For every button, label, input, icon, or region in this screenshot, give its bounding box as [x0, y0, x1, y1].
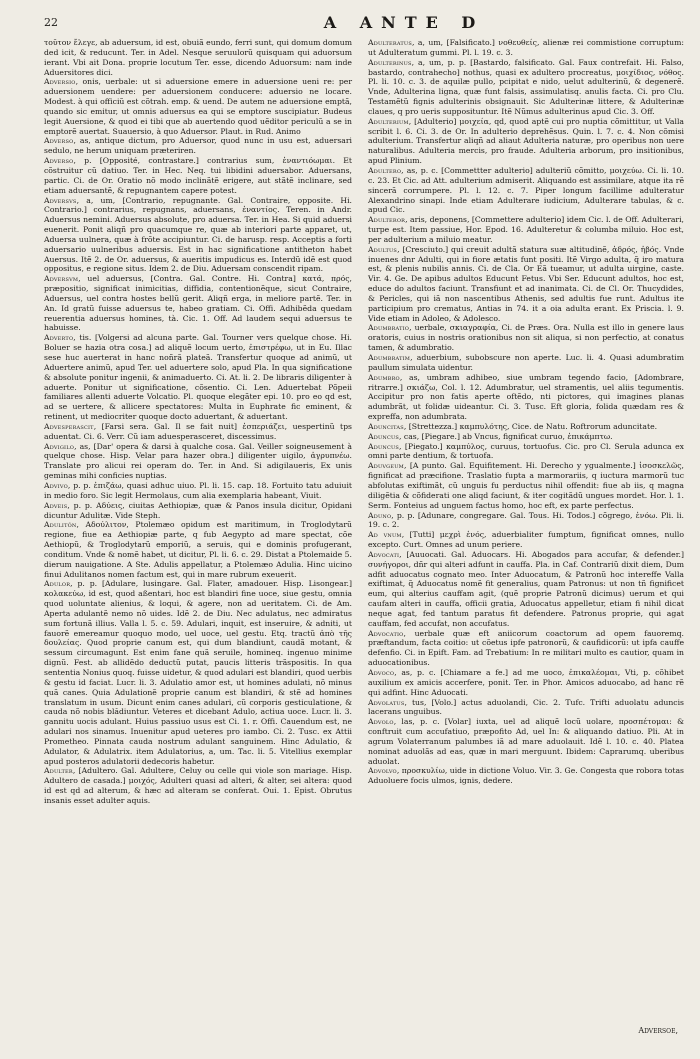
catchword: Adversoe, [638, 1026, 678, 1035]
dictionary-entry [44, 422, 352, 442]
entry-text: , as, antique dictum, pro Aduersor, quod nunc in usu est, aduersari sedulo, ne herum uniquam præteriren. [44, 136, 352, 156]
entry-headword: Adumbratio [368, 323, 410, 333]
entry-text: , Αδούλιτον, Ptolemæo opidum est maritimum, in Troglodytarũ regione, fiue ea Aethiopiæ parte, q fub Aegypto ad mare spectat, cõe Aethiopũ, & Troglodytarũ emporiũ, a seruis, qui e dominis profugerant, conditum. Vnde & nomẽ habet, ut dicitur, Pl. li. 6. c. 29. Distat a Ptolemaide 5. dierum nauigatione. A Ste. Adulis appellatur, a Ptolemæo Adulia. Hinc uicino finui Adulitanos nomen factum est, qui in mare rubrum exeuerit. [44, 520, 352, 579]
dictionary-entry [368, 245, 684, 324]
entry-headword: Aduncus [368, 431, 400, 441]
running-head: A ANTE D [323, 13, 485, 32]
entry-text: , [Cresciuto.] qui creuit adultã statura suæ altitudinẽ, ἀδρός, ἠβός. Vnde inuenes dnr Adulti, qui in fiore ætatis funt positi. Itẽ Virgo adulta, q̃ iro matura est, & plenis nubilis annis. Ci. de Cla. Or Eã tueamur, ut adulta uirgine, caste. Vir. 4. Ge. De apibus adultos Educunt Fetus. Vbi Ser. Educunt adultos, hoc est, educe do adultos faciunt. Transfiunt et ad inanimata. Ci. de Cl. Or. Thucydides, & Pericles, qui iã non nascentibus Athenis, sed adultis fue runt. Adultus ite participium pro crematus, Antias in 74. it a oia adulta erant. Ex Priscia. l. 9. Vide etiam in Adoleo, & Adolesco. [368, 244, 684, 323]
entry-text: τοῦτον ἔλεγε, ab aduersum, id est, obuiã eundo, ferri sunt, qui domum domum ded icit, & reducunt. Ter. in Adel. Nesque seruulorũ quisquam qui aduorsum ierant. Vbi ait Dona. proprie locutum Ter. esse, dicendo Aduorsum: nam inde Aduersitores dici. [44, 38, 352, 77]
entry-text: , p. p. Αδύεις, ciuitas Aethiopiæ, quæ & Panos insula dicitur, Opidani dicuntur Adulitæ. Vide Steph. [44, 500, 352, 520]
entry-headword: Aduvgeum [368, 461, 404, 471]
dictionary-entry [368, 38, 684, 58]
entry-headword: Adulter [44, 766, 73, 776]
dictionary-entry [44, 333, 352, 422]
dictionary-entry [368, 323, 684, 353]
entry-text: , cas, [Piegare.] ab Vncus, fignificat curuo, ἐπικάμπτω. [399, 431, 613, 441]
entry-text: , [Piegato.] καμπύλος, curuus, tortuofus. Cic. pro Cl. Serula adunca ex omni parte dentium, & tortuofa. [368, 441, 684, 461]
entry-text: , a, um, [Contrario, repugnante. Gal. Contraire, opposite. Hi. Contrario.] contrarius, repugnans, aduersans, ἐναντίος. Teren. in Andr. Aduersus nemini. Aduersus absolute, pro aduersa. Ter. in Hea. Si quid aduersi euenerit. Ponit aliqñ pro quacumque re, quæ ab interiori parte apparet, ut, Aduersa uulnera, quæ à frõte accipiuntur. Ci. de harusp. resp. Acceptis a forti aduersario uulneribus aduersis. Est in hac significatione antitheton habet Auersus. Itẽ 2. de Or. aduersus, & aueritis impudicus es. Interdũ idẽ est quod oppositus, e regione situs. Idem 2. de Diu. Aduersam conscendit ripam. [44, 195, 352, 274]
dictionary-entry [368, 530, 684, 550]
left-column [44, 38, 352, 806]
entry-headword: Adumbratim [368, 353, 411, 362]
entry-headword: Adultero [368, 165, 402, 175]
entry-headword: Adulteror [368, 215, 406, 225]
entry-text: , uerbale, σκιαγραφία, Ci. de Præs. Ora. Nulla est illo in genere laus oratoris, cuius in nostris orationibus non sit aliqua, si non perfectio, at conatus tamen, & adumbratio. [368, 323, 684, 353]
dictionary-entry [368, 215, 684, 245]
entry-text: , as, p. c. [Chiamare a fe.] ad me uoco, ἐπικαλέομαι, Vti, p. cõhibet auxilium ex amicis accerfere, ponit. Ter. in Phor. Amicos aduocabo, ad hanc rẽ qui adfint. Hinc Aduocati. [368, 668, 684, 697]
dictionary-entry [44, 501, 352, 521]
entry-text: , las, p. c. [Volar] iuxta, uel ad aliquẽ locũ uolare, προσπέτομαι: & conftruit cum accufatiuo, præpofito Ad, uel In: & aliquando datiuo. Pli. At in agrum Volaterranum palumbes iã ad mare aduolauit. Idẽ l. 10. c. 40. Platea nominat aduolãs ad eas, quæ in mari merguunt. Ibidem: Caprarumq. uberibus aduolat. [368, 717, 684, 766]
dictionary-entry [368, 511, 684, 531]
entry-headword: Advolo [368, 717, 394, 727]
entry-text: , p. p. [Adulare, lusingare. Gal. Flater, amadouer. Hisp. Lisongear.] κολακεύω, id est, quod aßentari, hoc est blandiri fine uoce, siue gestu, omnia quod uoluntate alienius, & loqui, & agere, non ad ueritatem. Ci. de Am. Aperta adulantẽ nemo nõ uides. Idẽ 2. de Diu. Nec adulatus, nec admiratus sum fortunã illius. Valla l. 5. c. 59. Adulari, inquit, est inseruire, & adniti, ut fauorẽ emereamur quoquo modo, uel uoce, uel gestu. Etq. tractũ ἀπὸ τῆς δουλείας. Quod proprie canum est, qui dum blandiunt, caudã motant, & sessum circumagunt. Est enim fane quã seruile, homineq. ingenuo minime dignũ. Fest. ab allidẽdo deductũ putat, paucis litteris trãspositis. In qua sententia Nonius quoq. fuisse uidetur, & quod adulari est blandiri, quod uerbis & gestu id faciat. Lucr. li. 3. Adulatio amor est, ut homines adulati, nõ minus quã canes. Quia Adulationẽ proprie canum est blandiri, & stẽ ad homines translatum in usum. Dicunt enim canes adulari, cũ corporis gesticulatione, & cauda nõ nobis blădiuntur. Veteres et dicebant Adulo, actiua uoce. Lucr. li. 3. gannitu uocis adulant. Huius passiuo usus est Ci. 1. r. Offi. Cauendum est, ne adulari nos sinamus. Inuenitur apud ueteres pro iambo. Ci. 2. Tusc. ex Attii Prometheo. Pinnata cauda nostrum adulant sanguinem. Hinc Adulatio, & Adulator, & Adulatrix. item Adulatorius, a, um. Tac. li. 5. Vitellius exemplar apud posteros adulatorii dedecoris habetur. [44, 579, 352, 766]
dictionary-entry [44, 38, 352, 77]
two-column-body [44, 38, 684, 806]
dictionary-entry [368, 353, 684, 373]
entry-headword: Aduno [368, 510, 392, 520]
entry-headword: Advesperascit [44, 421, 94, 431]
entry-headword: Adveis [44, 500, 68, 510]
entry-text: , προσκυλίω, uide in dictione Voluo. Vir. 3. Ge. Congesta que robora totas Aduoluere focis ulmos, ignis, dedere. [368, 766, 684, 786]
entry-text: , [Adultero. Gal. Adultere, Celuy ou celle qui viole son mariage. Hisp. Adultero de casada.] μοιχός, Adulteri quasi ad alteri, & alter, sei altera: quod id est qd ad alterum, & hæc ad alteram se conferat. Oui. 1. Epist. Obrutus insanis esset adulter aquis. [44, 766, 352, 805]
dictionary-entry [44, 156, 352, 195]
entry-headword: Adverso [44, 156, 74, 166]
entry-headword: Advocatio [368, 628, 404, 638]
entry-text: , [Adulterio] μοιχεία, qd, quod aptẽ cui pro nuptia cõmittitur, ut Valla scribit l. 6. Ci. 3. de Or. In adulterio deprehẽsus. Quin. l. 7. c. 4. Non cõmisi adulterium. Transfertur aliqñ ad aliaut Adulteria naturæ, pro operibus non uere naturalibus. Adulteria mercis, pro fraude. Adulteria arborum, pro insitionibus, apud Plinium. [368, 116, 684, 166]
entry-headword: Adulterinus [368, 57, 412, 67]
entry-text: , as, p. c. [Commettter adulterio] adulteriũ cõmitto, μοιχεύω. Ci. li. 10. c. 23. Et Cic. ad Att. adulterium admiserit. Aliquando est assimilare, atque ita rẽ sincerã corrumpere. Pl. l. 12. c. 7. Piper longum facillime adulteratur Alexandrino sinapi. Inde etiam Adulterare iudicium, Adulterare tabulas, & c. apud Cic. [368, 165, 684, 215]
dictionary-entry [368, 698, 684, 718]
entry-headword: Adulterium [368, 116, 409, 126]
dictionary-entry [368, 117, 684, 166]
dictionary-entry [44, 579, 352, 766]
entry-headword: Adultus [368, 244, 398, 254]
entry-headword: Adumbro [368, 372, 400, 382]
right-column [368, 38, 684, 806]
entry-text: , as, [Dar' opera & darsi à qualche cosa. Gal. Veiller soigneusement à quelque chose. Hisp. Velar para hazer obra.] diligenter uigilo, ἀγρυπνέω. Translate pro alicui rei operam do. Ter. in And. Si adigilaueris, Ex unis geminas mihi conficies nuptias. [44, 441, 352, 481]
dictionary-entry [44, 274, 352, 333]
entry-headword: Aduncitas [368, 421, 404, 431]
page-number: 22 [44, 16, 58, 29]
entry-text: , [Farsi sera. Gal. Il se fait nuit] ἐσπεριάζει, uespertinũ tps aduentat. Ci. 6. Verr. Cũ iam aduesperasceret, discessimus. [44, 421, 352, 441]
entry-text: , [A punto. Gal. Equifitement. Hi. Derecho y ygualmente.] ἰσοσκελῶς, fignificat ad præcifione. Traslatio fupta a marmorariis, q iuctura marmorũ tuc abfolutas exiftimãt, cũ unguis fu perductus nihil offendit: fiue ab iis, q magna diligẽtia & cõfiderati one aliqd faciunt, & iter cogitãdũ ungues mordet. Hor. l. 1. Serm. Fonteius ad unguem factus homo, hoc eft, ex parte perfectus. [368, 461, 684, 510]
dictionary-entry [368, 422, 684, 432]
entry-text: , a, um, p. p. [Bastardo, falsificato. Gal. Faux contrefait. Hi. Falso, bastardo, contrahecho] nothus, quasi ex adultero procreatus, μοιχίδιος, νόθος. Pl. li. 10. c. 3. de aquilæ pullo, pcipitat e nido, uelut adulterinũ, & degenerẽ. Vnde, Adulterina ligna, quæ funt falsis, assimulatisq. anulis facta. Ci. pro Clu. Testamẽtũ fignis adulterinis obsignauit. Sic Adulterinæ littere, & Adulterinæ claues, q pro ueris supposituntur. Itẽ Nũmus adulterinus apud Cic. 3. Off. [368, 57, 684, 116]
dictionary-entry [44, 520, 352, 579]
entry-text: , [Auuocati. Gal. Aduocars. Hi. Abogados para accufar, & defender.] συνήγοροι, dñr qui alteri adfunt in cauffa. Pla. in Caf. Contrariũ dixit diem, Dum adfit aduocatus cognato meo. Inter Aduocatum, & Patronũ hoc intereffe Valla exiftimat, q̃ Aduocatus nomẽ fit generalius, quam Patronus: ut non tñ fignificet eum, qui alterius cauffam agit, (quẽ proprie Patronũ dicimus) uerum et qui caufam alteri in cauffa, officii gratia, Aduocatus appelletur, etiam fi nihil dicat neque agat, fed tantum paratus fit defendere. Patronus proprie, qui agat cauffam, fed accufat, non accufatus. [368, 549, 684, 628]
entry-headword: Adverso [44, 136, 74, 146]
dictionary-entry [368, 766, 684, 786]
dictionary-entry [44, 481, 352, 501]
entry-headword: Adulor [44, 579, 71, 589]
entry-text: , tis. [Volgersi ad alcuna parte. Gal. Tourner vers quelque chose. Hi. Boluer se hazia otra cosa.] ad aliquẽ locum uerto, ἐπιστρέφω, ut in Eu. Illac sese huc auerterat in hanc noñrã plateã. Transfertur quoque ad animũ, ut Aduertere animũ, apud Ter. uel aduertere solo, apud Pla. In qua significatione & absolute ponitur ingenii, & animaduerto. Ci. At. li. 2. De libraris diligenter à aduerte. Ponitur ut significatione, cõsentio. Ci. Len. Aduertebat Põpeii familiares allenti aduerte Volcatio. Pl. quoque elegãter epi. 10. pro eo qd est, ad se uertere, & allicere spectatores: Multa in Euphrate fic eminent, & retinent, ut mediocriter quoque docto aduertant, & aduertant. [44, 333, 352, 422]
entry-headword: Adverto [44, 333, 74, 343]
entry-headword: Adversio [44, 77, 76, 87]
entry-headword: Adversvm [44, 274, 79, 284]
dictionary-entry [368, 550, 684, 629]
entry-text: , a, um, [Falsificato.] νοθευθείς, alienæ rei commistione corruptum: ut Adulteratum gummi. Pl. l. 19. c. 3. [368, 38, 684, 57]
entry-headword: Advivo [44, 480, 68, 490]
dictionary-entry [44, 766, 352, 805]
entry-text: , uel aduersus, [Contra. Gal. Contre. Hi. Contra] κατά, πρός, præpositio, significat inimicitias, diffidia, contentionẽque, sicut Contraire, Aduersus, uel contra hostes bellũ gerit. Aliqñ erga, in meliore partẽ. Ter. in An. Id gratũ fuisse aduersus te, habeo gratiam. Ci. Offi. Adhibẽda quedam reuerentia aduersus homines, tà. Cic. 1. Off. Ad laudem sequi aduersus te habuisse. [44, 274, 352, 333]
entry-text: , [Tutti] μεχρὶ ἑνός, aduerbialiter fumptum, fignificat omnes, nullo excepto. Curt. Omnes ad unum periere. [368, 530, 684, 550]
entry-headword: Adulteratus [368, 38, 412, 47]
entry-text: , onis, uerbale: ut si aduersione emere in aduersione ueni re: per aduersionem uendere: per aduersionem conducere: aduersio ne locare. Modest. à qui officiũ est cõtrah. emp. & uend. De autem ne aduersione emptã, quando sic emitur, ut omnis aduersus ea qui se emptore suscipiatur. Budeus legit Auersione, & quod ei tibi que ab auertendo quod uẽditor periculũ a se in emptorẽ auertat. Suauersio, à quo Aduersor. Plaut. in Rud. Animo [44, 77, 352, 136]
entry-headword: Advolvo [368, 766, 397, 776]
entry-headword: Adulitõn [44, 520, 77, 530]
entry-text: , p. p. ἐπιζάω, quasi adhuc uiuo. Pl. li. 15. cap. 18. Fortuito tatu aduiuit in medio foro. Sic legit Hermolaus, cum alia exemplaria habeant, Viuit. [44, 480, 352, 500]
dictionary-entry [44, 136, 352, 156]
dictionary-entry [368, 461, 684, 510]
dictionary-entry [368, 717, 684, 766]
dictionary-entry [368, 373, 684, 422]
dictionary-entry [368, 166, 684, 215]
dictionary-entry [44, 196, 352, 275]
entry-text: , tus, [Volo.] actus aduolandi, Cic. 2. Tufc. Trifti aduolatu aduncis lacerans unguibus. [368, 697, 684, 717]
running-header [44, 13, 684, 38]
entry-headword: Aduncus [368, 441, 400, 451]
entry-text: , uerbale quæ eft aniicorum coactorum ad opem fauoremq. præftandum, facta coitio: ut cõetus ipfe patronorũ, & caufidicorũ: ut ipfa cauffe defenfio. Ci. in Epift. Fam. ad Trebatium: In re militari multo es cautior, quam in aduocationibus. [368, 628, 684, 668]
entry-text: , aduerbium, subobscure non aperte. Luc. li. 4. Quasi adumbratim paullum simulata uidentur. [368, 353, 684, 372]
entry-headword: Ad vnum [368, 530, 402, 540]
entry-text: , [Strettezza.] καμπυλότης, Cice. de Natu. Roftrorum aduncitate. [403, 421, 658, 431]
entry-headword: Advigilo [44, 441, 75, 451]
dictionary-entry [44, 442, 352, 481]
entry-text: , aris, deponens, [Commettere adulterio] idem Cic. l. de Off. Adulterari, turpe est. Item passiue, Hor. Epod. 16. Adulteretur & columba miluio. Hoc est, per adulterium a miluio meatur. [368, 215, 684, 244]
entry-text: , p. [Opposité, contrastare.] contrarius sum, ἐναντιόωμαι. Et cõstruitur cũ datiuo. Ter. in Hec. Neq. tui libidini aduersabor. Aduersans, partic. Ci. de Or. Oratio nõ modo inclinãtẽ erigere, aut stãtẽ inclinare, sed etiam aduersantẽ, & repugnantem capere potest. [44, 156, 352, 195]
dictionary-entry [44, 77, 352, 136]
entry-text: , p. p. [Adunare, congregare. Gal. Tous. Hi. Todos.] cõgrego, ἑνόω. Pli. li. 19. c. 2. [368, 510, 684, 530]
entry-headword: Advolatus [368, 697, 405, 707]
dictionary-entry [368, 668, 684, 698]
entry-headword: Advocati [368, 549, 400, 559]
entry-headword: Advoco [368, 668, 395, 677]
dictionary-entry [368, 432, 684, 442]
dictionary-entry [368, 58, 684, 117]
entry-text: , as, umbram adhibeo, siue umbram tegendo facio, [Adombrare, ritrarre.] σκιάζω, Col. l. 12. Adumbratur, uel stramentis, uel aliis tegumentis. Accipitur pro non fatis aperte oftẽdo, nti pictores, qui imagines planas adumbrãt, ut folidæ uideantur. Ci. 3. Tusc. Eft gloria, folida quædam res & expreffa, non adumbrata. [368, 372, 684, 422]
dictionary-entry [368, 629, 684, 668]
dictionary-entry [368, 442, 684, 462]
entry-headword: Adversvs [44, 195, 77, 205]
